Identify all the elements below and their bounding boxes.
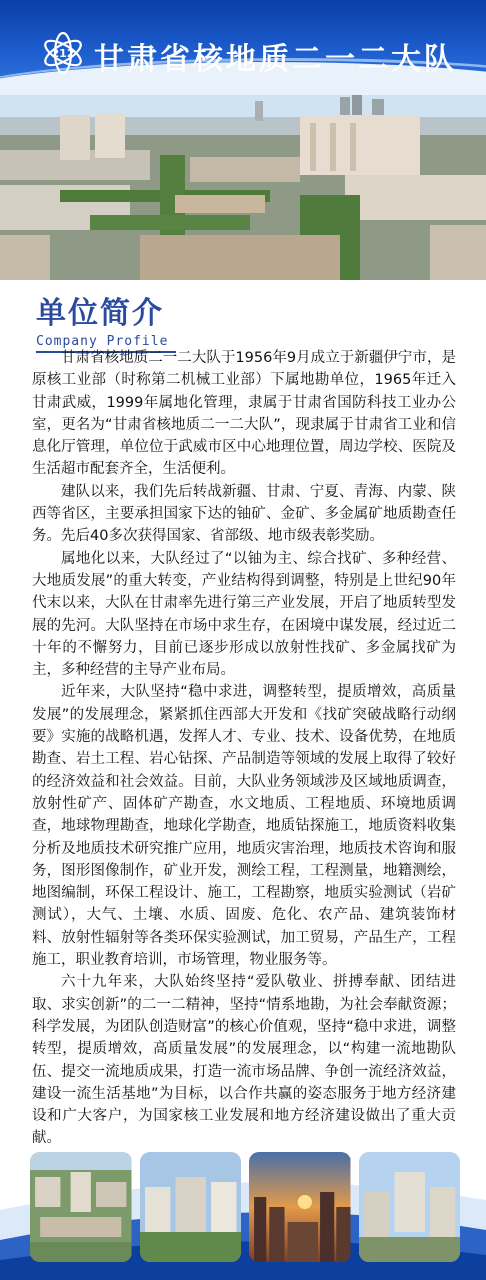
city-photo-1 — [30, 1152, 132, 1262]
sunset-photo-3 — [249, 1152, 351, 1262]
section-title: 单位简介 — [36, 296, 164, 331]
paragraph: 六十九年来，大队始终坚持“爱队敬业、拼搏奉献、团结进取、求实创新”的二一二精神，坚持“情系地勘，为社会奉献资源；科学发展，为团队创造财富”的核心价值观，坚持“稳中求进，调整转型，提质增效，高质量发展”的发展理念，以“构建一流地勘队伍、提交一流地质成果，打造一流市场品牌、争创一流经济效益，建设一流生活基地”为目标，以合作共赢的姿态服务于地方经济建设和广大客户，为国家核工业发展和地方经济建设做出了重大贡献。 — [32, 974, 456, 1147]
paragraph: 近年来，大队坚持“稳中求进，调整转型，提质增效，高质量发展”的发展理念，紧紧抓住西部大开发和《找矿突破战略行动纲要》实施的战略机遇，发挥人才、专业、技术、设备优势，在地质勘查、岩土工程、岩心钻探、产品制造等领域的发展上取得了较好的经济效益和社会效益。目前，大队业务领域涉及区域地质调查，放射性矿产、固体矿产勘查，水文地质、工程地质、环境地质调查，地球物理勘查，地球化学勘查，地质钻探施工，地质资料收集分析及地质技术研究推广应用，地质灾害治理，地质技术咨询和服务，图形图像制作，矿业开发，测绘工程，工程测量，地籍测绘，地图编制，环保工程设计、施工，工程勘察，地质实验测试（岩矿测试），大气、土壤、水质、固废、危化、农产品、建筑装饰材料、放射性辐射等各类环保实验测试，加工贸易，产品生产，工程施工，职业教育培训，市场管理，物业服务等。 — [32, 684, 456, 969]
paragraph: 建队以来，我们先后转战新疆、甘肃、宁夏、青海、内蒙、陕西等省区，主要承担国家下达的铀矿、金矿、多金属矿地质勘查任务。先后40多次获得国家、省部级、地市级表彰奖励。 — [32, 483, 456, 545]
page-title: 甘肃省核地质二一二大队 — [94, 42, 457, 77]
paragraph: 属地化以来，大队经过了“以铀为主、综合找矿、多种经营、大地质发展”的重大转变，产业结构得到调整，特别是上世纪90年代末以来，大队在甘肃率先进行第三产业发展，开启了地质转型发展的先河。大队坚持在市场中求生存，在困境中谋发展，经过近二十年的不懈努力，目前已逐步形成以放射性找矿、多金属找矿为主，多种经营的主导产业布局。 — [32, 550, 456, 679]
section-subtitle: Company Profile — [36, 334, 169, 349]
logo-text: 212 — [51, 47, 75, 60]
street-photo-2 — [140, 1152, 242, 1262]
buildings-photo-4 — [359, 1152, 461, 1262]
city-aerial-photo — [0, 95, 486, 280]
header-banner — [0, 0, 486, 100]
section-header — [36, 288, 456, 353]
logo-icon — [40, 30, 86, 76]
company-profile-text — [32, 347, 456, 1150]
paragraph: 甘肃省核地质二一二大队于1956年9月成立于新疆伊宁市，是原核工业部（时称第二机械工业部）下属地勘单位，1965年迁入甘肃武威，1999年属地化管理，隶属于甘肃省国防科技工业办公室，更名为“甘肃省核地质二一二大队”，现隶属于甘肃省工业和信息化厅管理，单位位于武威市区中心地理位置，周边学校、医院及生活超市配套齐全，生活便利。 — [32, 350, 456, 478]
photo-strip — [30, 1152, 460, 1262]
